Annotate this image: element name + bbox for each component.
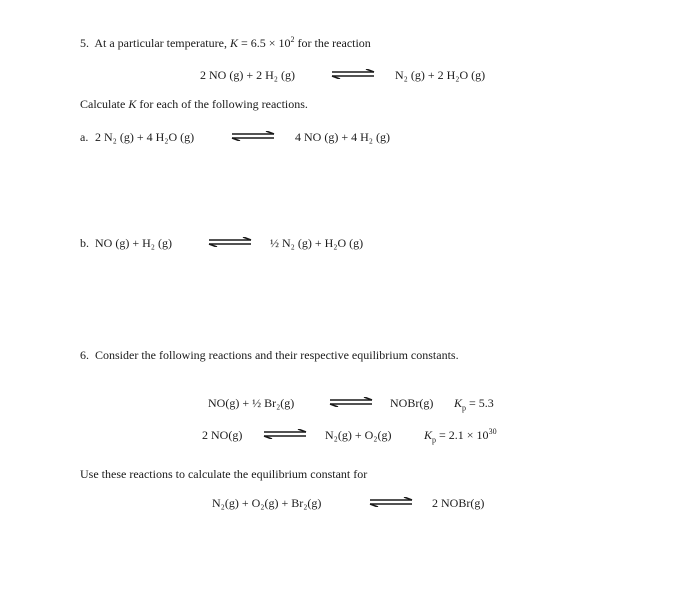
q6-target-left: N₂(g) + O₂(g) + Br₂(g) — [212, 496, 322, 510]
q5-instruction-post: for each of the following reactions. — [139, 97, 308, 111]
q5-intro-exp: 2 — [290, 35, 295, 44]
q6-r2-kp — [424, 428, 497, 443]
q5a-right: 4 NO (g) + 4 H₂ (g) — [295, 130, 390, 144]
q5b-label: b. — [80, 236, 89, 250]
q6-intro-text: Consider the following reactions and their respective equilibrium constants. — [95, 348, 459, 362]
equilibrium-arrow-icon — [328, 397, 374, 407]
q5a-label: a. — [80, 130, 89, 144]
q6-r1-kp-value: = 5.3 — [469, 396, 494, 410]
q5-intro-k: K — [229, 36, 238, 50]
q5-instruction — [80, 97, 308, 112]
q5-intro — [80, 36, 371, 51]
q6-r2-kp-label: K — [424, 428, 433, 442]
q5-intro-pre: At a particular temperature, — [94, 36, 227, 50]
q5b-right: ½ N₂ (g) + H₂O (g) — [270, 236, 364, 250]
equilibrium-arrow-icon — [368, 497, 414, 507]
q5-number: 5. — [80, 36, 89, 50]
q6-target-right: 2 NOBr(g) — [432, 496, 485, 510]
q6-r1-kp-label: K — [454, 396, 463, 410]
q5-instruction-k: K — [128, 97, 137, 111]
equilibrium-arrow-icon — [262, 429, 308, 439]
q6-r2-left: 2 NO(g) — [202, 428, 243, 442]
q5-intro-value: = 6.5 × 10 — [240, 36, 291, 50]
q5a-left: 2 N₂ (g) + 4 H₂O (g) — [95, 130, 195, 144]
q6-intro — [80, 348, 459, 363]
q6-number: 6. — [80, 348, 89, 362]
q5b-left: NO (g) + H₂ (g) — [95, 236, 172, 250]
q6-r2-kp-exp: 30 — [488, 427, 497, 436]
q6-r1-kp-sub: p — [462, 403, 467, 413]
q5-main-left: 2 NO (g) + 2 H₂ (g) — [200, 68, 295, 82]
equilibrium-arrow-icon — [230, 131, 276, 141]
q6-r2-kp-sub: p — [432, 435, 437, 445]
q6-r2-kp-value: = 2.1 × 10 — [439, 428, 489, 442]
q6-instruction: Use these reactions to calculate the equilibrium constant for — [80, 467, 368, 481]
q6-r1-left: NO(g) + ½ Br₂(g) — [208, 396, 295, 410]
q5-intro-post: for the reaction — [297, 36, 371, 50]
equilibrium-arrow-icon — [330, 69, 376, 79]
q6-r1-kp — [454, 396, 494, 411]
q6-r1-right: NOBr(g) — [390, 396, 434, 410]
q5-instruction-pre: Calculate — [80, 97, 126, 111]
q5-main-right: N₂ (g) + 2 H₂O (g) — [395, 68, 486, 82]
equilibrium-arrow-icon — [207, 237, 253, 247]
q6-r2-right: N₂(g) + O₂(g) — [325, 428, 392, 442]
